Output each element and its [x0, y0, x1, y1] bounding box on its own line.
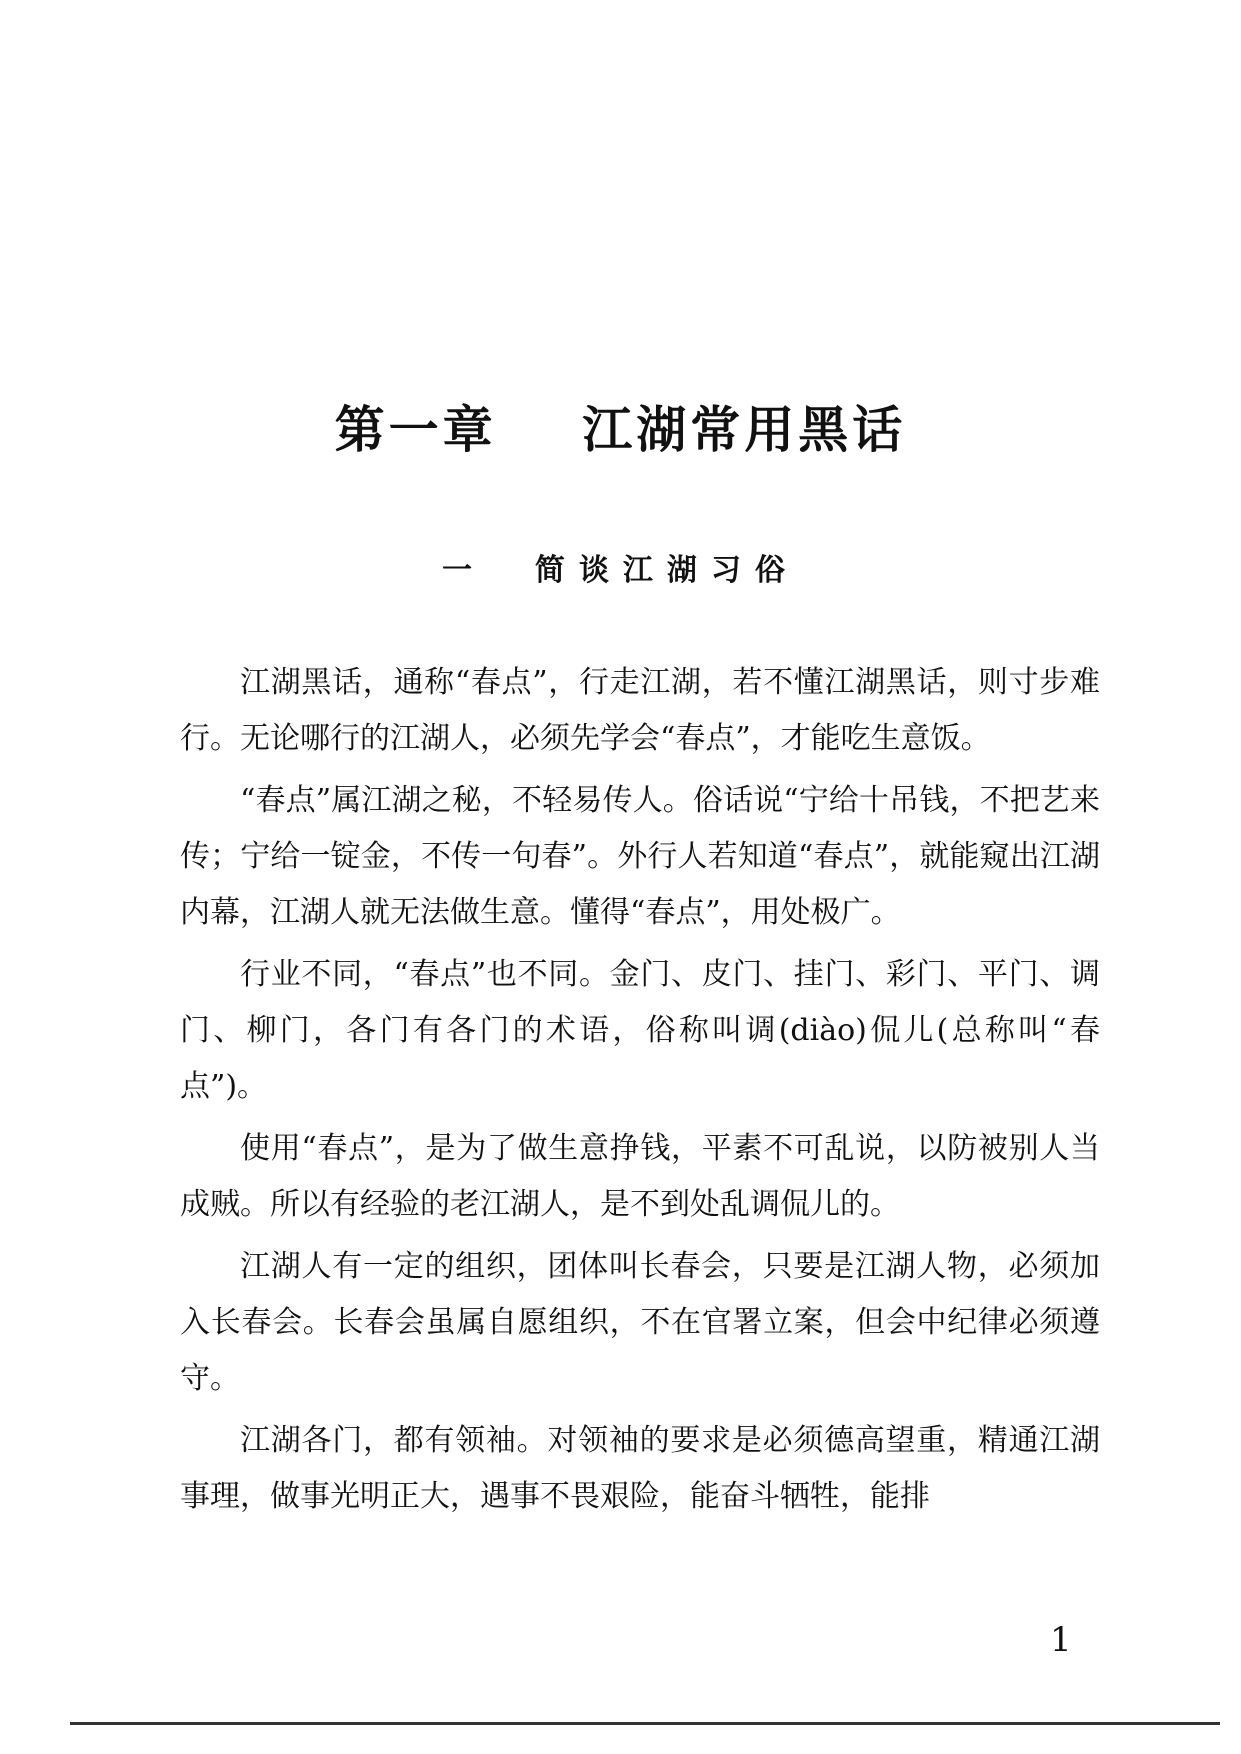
paragraph: 江湖各门，都有领袖。对领袖的要求是必须德高望重，精通江湖事理，做事光明正大，遇事不畏艰险，能奋斗牺牲，能排 [180, 1423, 1100, 1514]
body-text [180, 655, 1100, 1531]
page-number: 1 [1050, 1620, 1072, 1660]
bottom-rule [70, 1722, 1220, 1725]
paragraph: 江湖黑话，通称“春点”，行走江湖，若不懂江湖黑话，则寸步难行。无论哪行的江湖人，必须先学会“春点”，才能吃生意饭。 [180, 665, 1100, 756]
section-title: 一 简谈江湖习俗 [442, 553, 799, 588]
paragraph: “春点”属江湖之秘，不轻易传人。俗话说“宁给十吊钱，不把艺来传；宁给一锭金，不传一句春”。外行人若知道“春点”，就能窥出江湖内幕，江湖人就无法做生意。懂得“春点”，用处极广。 [180, 783, 1100, 930]
chapter-title: 第一章 江湖常用黑话 [334, 400, 907, 459]
paragraph: 江湖人有一定的组织，团体叫长春会，只要是江湖人物，必须加入长春会。长春会虽属自愿组织，不在官署立案，但会中纪律必须遵守。 [180, 1249, 1100, 1396]
paragraph: 使用“春点”，是为了做生意挣钱，平素不可乱说，以防被别人当成贼。所以有经验的老江湖人，是不到处乱调侃儿的。 [180, 1131, 1100, 1222]
paragraph: 行业不同，“春点”也不同。金门、皮门、挂门、彩门、平门、调门、柳门，各门有各门的术语，俗称叫调(diào)侃儿(总称叫“春点”)。 [180, 957, 1100, 1104]
